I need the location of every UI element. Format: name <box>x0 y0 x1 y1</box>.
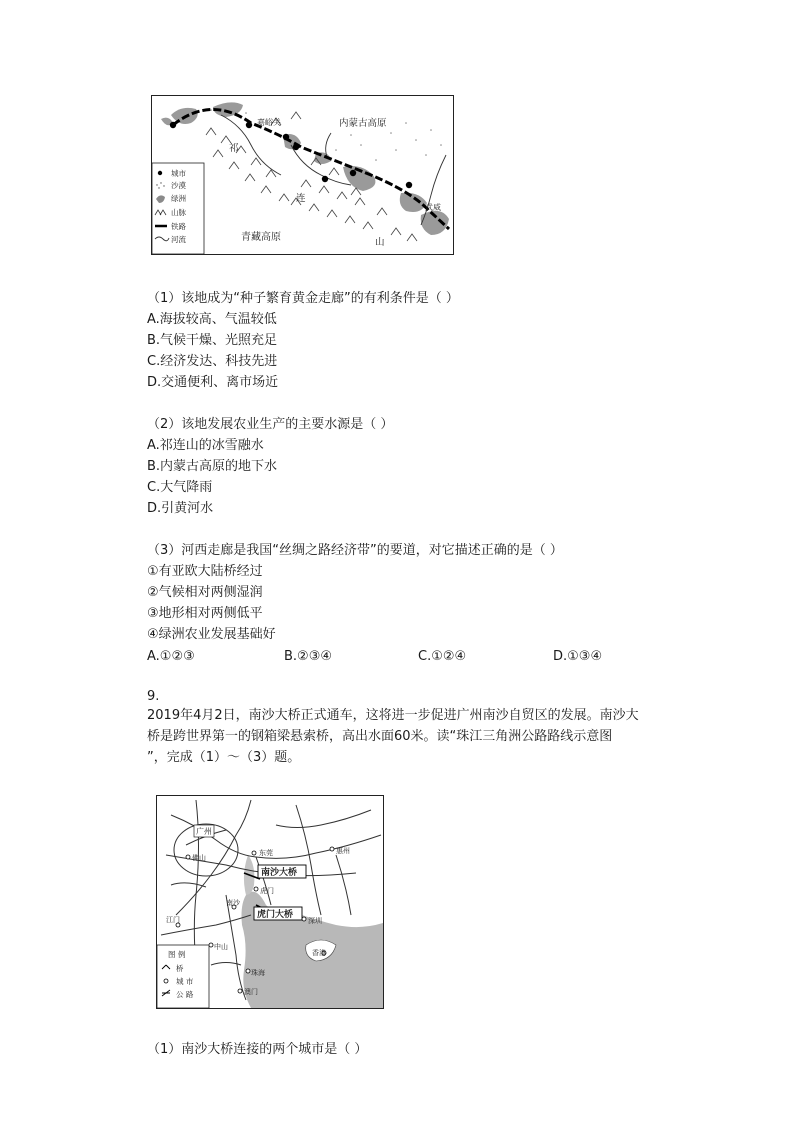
label-shan: 山 <box>375 237 385 248</box>
city-label-shenzhen: 深圳 <box>308 917 322 925</box>
city-label-foshan: 佛山 <box>192 854 206 862</box>
q8-sub2-option-a: A.祁连山的冰雪融水 <box>147 438 264 453</box>
q8-sub1-option-b: B.气候干燥、光照充足 <box>147 333 278 348</box>
q9-sub1-stem: （1）南沙大桥连接的两个城市是（ ） <box>147 1042 368 1057</box>
q9-intro-line-3: ”，完成（1）～（3）题。 <box>147 750 301 765</box>
bridge-label-humen: 虎门大桥 <box>257 910 294 920</box>
hexi-corridor-map <box>151 95 454 255</box>
city-label-nansha: 南沙 <box>226 899 240 907</box>
q8-sub2-option-c: C.大气降雨 <box>147 480 213 495</box>
map2-legend-title: 图 例 <box>168 950 186 959</box>
legend-label-mountain: 山脉 <box>171 208 186 217</box>
map2-legend-label-city: 城 市 <box>176 977 194 986</box>
city-label-humen: 虎门 <box>260 887 274 895</box>
q9-number: 9. <box>147 689 160 704</box>
city-label-guangzhou: 广州 <box>196 827 212 836</box>
q8-sub1-option-c: C.经济发达、科技先进 <box>147 354 278 369</box>
map2-legend <box>157 945 209 1008</box>
legend-label-railway: 铁路 <box>171 222 186 231</box>
q8-sub3-statement-1: ①有亚欧大陆桥经过 <box>147 564 263 579</box>
city-label-zhuhai: 珠海 <box>251 969 265 977</box>
label-qingzang: 青藏高原 <box>241 232 281 243</box>
q8-sub3-statement-4: ④绿洲农业发展基础好 <box>147 627 276 642</box>
q9-intro-line-1: 2019年4月2日，南沙大桥正式通车，这将进一步促进广州南沙自贸区的发展。南沙大 <box>147 708 639 723</box>
map2-legend-label-bridge: 桥 <box>176 964 184 973</box>
legend-label-desert: 沙漠 <box>171 181 186 190</box>
label-wuwei: 武威 <box>425 203 441 212</box>
map1-legend <box>152 163 204 254</box>
label-qi: 祁 <box>229 143 239 154</box>
city-dot-icon <box>158 171 162 175</box>
q9-intro-line-2: 桥是跨世界第一的钢箱梁悬索桥，高出水面60米。读“珠江三角洲公路路线示意图 <box>147 729 613 744</box>
q8-sub2-option-b: B.内蒙古高原的地下水 <box>147 459 278 474</box>
label-neimenggu: 内蒙古高原 <box>339 118 387 129</box>
city-label-dongguan: 东莞 <box>259 849 273 857</box>
label-jiayuguan: 嘉峪关 <box>257 118 281 127</box>
q8-sub3-option-c: C.①②④ <box>418 649 467 664</box>
q8-sub1-stem: （1）该地成为“种子繁育黄金走廊”的有利条件是（ ） <box>147 291 459 306</box>
q8-sub2-option-d: D.引黄河水 <box>147 501 214 516</box>
city-label-jiangmen: 江门 <box>166 916 180 924</box>
q8-sub3-stem: （3）河西走廊是我国“丝绸之路经济带”的要道，对它描述正确的是（ ） <box>147 543 563 558</box>
pearl-river-delta-map <box>156 795 384 1009</box>
city-label-aomen: 澳门 <box>244 988 258 996</box>
city-label-huizhou: 惠州 <box>336 847 350 855</box>
q8-sub3-statement-3: ③地形相对两侧低平 <box>147 606 263 621</box>
city-label-zhongshan: 中山 <box>214 943 228 951</box>
q8-sub2-stem: （2）该地发展农业生产的主要水源是（ ） <box>147 417 394 432</box>
label-lian: 连 <box>296 193 306 204</box>
bridge-label-nansha: 南沙大桥 <box>261 868 298 878</box>
q8-sub3-option-b: B.②③④ <box>284 649 333 664</box>
q8-sub3-option-a: A.①②③ <box>147 649 195 664</box>
q8-sub1-option-d: D.交通便利、离市场近 <box>147 375 279 390</box>
q8-sub3-statement-2: ②气候相对两侧湿润 <box>147 585 263 600</box>
legend-label-oasis: 绿洲 <box>171 194 186 203</box>
city-icon <box>164 979 168 983</box>
q8-sub1-option-a: A.海拔较高、气温较低 <box>147 312 277 327</box>
city-label-xianggang: 香港 <box>312 949 326 957</box>
q8-sub3-option-d: D.①③④ <box>553 649 603 664</box>
legend-label-river: 河流 <box>171 235 186 244</box>
legend-label-city: 城市 <box>171 169 186 178</box>
map2-legend-label-road: 公 路 <box>176 990 194 999</box>
